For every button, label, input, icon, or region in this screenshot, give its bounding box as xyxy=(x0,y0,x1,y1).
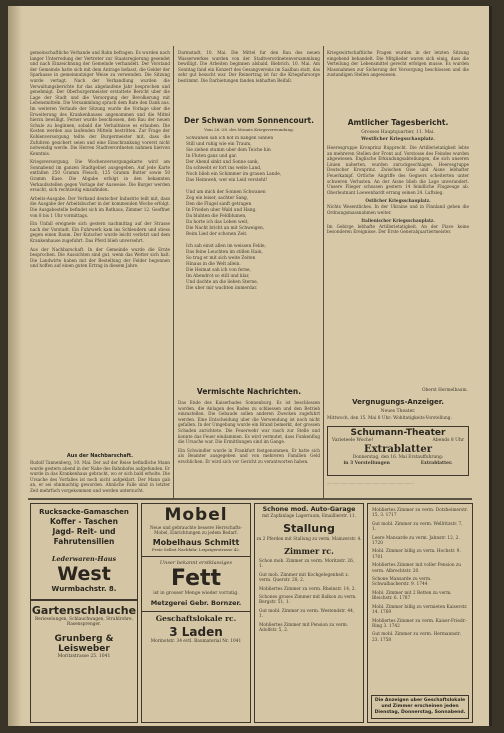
stallung-sub: zu 2 Pferden mit Stallung zu verm. Mainzerstr. 4. xyxy=(256,536,362,541)
column-rule-2 xyxy=(323,46,324,498)
fett-sub: ist in grosser Menge wieder vorratig. xyxy=(153,590,239,596)
ruck-line-4: Fahrutensilien xyxy=(53,537,115,546)
zimmer-item: Gut mob. Zimmer mit Kochgelegenheit z. verm. Querstr. 28, 2. xyxy=(259,572,349,584)
schumann-big: Extrablatter xyxy=(363,444,433,455)
amtlicher-date: Grosses Hauptquartier, 11. Mai. xyxy=(361,130,435,135)
notice-box xyxy=(371,695,469,719)
amtlicher-title: Amtlicher Tagesbericht. xyxy=(347,118,449,127)
zimmer-title: Zimmer rc. xyxy=(284,546,334,556)
laden-sub: Morinotstr. 34 evtl. Baumaterial Nr. 1041 xyxy=(150,639,242,645)
zimmer-item: Mobliertes Zimmer mit Pension zu verm. Adolfstr. 5, 2. xyxy=(259,622,349,634)
schumann-title: Schumann-Theater xyxy=(350,428,446,438)
vergnuegung-sub: Neues Theater. xyxy=(380,409,416,414)
right-ad-item: Mobl. Zimmer mit 2 Betten zu verm. Bleichstr. 6. 1787 xyxy=(372,590,452,602)
lederwaren-label: Lederwaren-Haus xyxy=(51,555,117,563)
col1-news-title: Aus der Nachbarschaft. xyxy=(66,453,134,459)
vergnuegung-text: Mittwoch, den 15. Mai 8 Uhr: Wohltatigkeits-Vorstellung. xyxy=(327,416,452,421)
moebel-sub: Neue und gebrauchte bessere Herrschafts-Mobel, Einrichtungen zu jedem Bedarf. xyxy=(150,525,242,536)
vermischte-para-2: Ein Schwindler wurde in Frankfurt festgenommen. Er hatte sich als Beamter ausgegeben und von mehreren Familien Geld erschlichen. Er wird sich vor Gericht zu verantworten haben. xyxy=(178,447,320,464)
schumann-l3: Donnerstag, den 16. Mai Erstauffuhrung: xyxy=(352,455,444,460)
col1-lead4: Ein Unfall ereignete sich gestern nachmittag auf der Strasse nach der Vorstadt. Ein Fuhrwerk kam ins Schleudern und stiess gegen einen Baum. Der Kutscher wurde leicht verletzt und dem Krankenhause zugefuhrt. Das Pferd blieb unversehrt. xyxy=(30,221,170,243)
right-ad-item: Mobliertes Zimmer mit voller Pension zu verm. Albrechtstr. 20. xyxy=(372,563,462,574)
zimmer-item: Mobliertes Zimmer zu verm. Rheinstr. 14, 2. xyxy=(259,586,356,592)
amtlicher-signature: Oberst Hermelbaum. xyxy=(421,388,468,393)
right-ad-item: Leere Mansarde zu verm. Jahnstr. 12, 2. 1720 xyxy=(372,535,460,547)
ad-column-2 xyxy=(141,503,251,723)
notice-text: Die Anzeigen uber Geschaftslokale und Zimmer erscheinen jeden Dienstag, Donnerstag, Sonnabend. xyxy=(374,698,466,715)
amtlicher-text-1: Heeresgruppe Kronprinz Rupprecht. Die Artillerietatigkeit lebte an mehreren Stellen der Front auf. Vorstosse des Feindes wurden abgewiesen. Englische Erkundungsabteilungen, die sich unseren Linien naherten, wurden zuruckgeschlagen. Heeresgruppe Deutscher Kronprinz. Zwischen Oise und Aisne lebhafter Feuerkampf. Ortliche Angriffe des Gegners scheiterten unter schweren Verlusten. An der Aisne blieb die Lage unverandert. Unsere Flieger schossen gestern 14 feindliche Flugzeuge ab. Oberleutnant Loewenhardt errang seinen 24. Luftsieg. xyxy=(327,145,469,195)
fett-name: Metzgerei Gebr. Bornzer. xyxy=(150,598,242,607)
right-ad-item: Gut mobl. Zimmer zu verm. Wellritzstr. 7, 1. xyxy=(372,521,463,533)
ad-column-1 xyxy=(30,503,138,723)
fett-pre: Unser bekannt erstklassiges xyxy=(159,559,233,566)
page-binding-edge xyxy=(8,6,22,726)
col1-news-text: Rudolf Tannenberg, 10. Mai. Der auf der Reise befindliche Mann wurde gestern abend in der Nahe des Bahnhofes aufgefunden. Er wurde in das Krankenhaus gebracht, wo er sich bald erholte. Die Ursache des Vorfalles ist noch nicht aufgeklart. Der Mann gab an, er sei ohnmachtig geworden. Ahnliche Falle sind in letzter Zeit mehrfach vorgekommen und werden untersucht. xyxy=(30,460,170,493)
ad-separator xyxy=(142,556,250,557)
zimmer-item: Schones groses Zimmer mit Balkon zu verm. Bergstr. 51, 1. xyxy=(259,595,357,606)
auto-sub: mit Zapfanlage Lagerraum, Emaillierstr. 11. xyxy=(262,513,356,518)
moebel-title: Mobel xyxy=(164,505,228,525)
ruck-line-2: Koffer - Taschen xyxy=(50,517,118,526)
laden-title: 3 Laden xyxy=(169,625,223,640)
col3-top: Kriegswirtschaftliche Fragen wurden in der letzten Sitzung eingehend behandelt. Die Mitglieder waren sich einig, dass die Verteilung der Lebensmittel gerecht erfolgen musse. Es wurden Massnahmen zur Sicherung der Versorgung beschlossen und die zustandigen Stellen angewiesen. xyxy=(327,50,469,78)
zimmer-list xyxy=(255,559,363,633)
page-right-edge xyxy=(489,6,492,726)
ad-footnote: ............................................................................ xyxy=(327,481,414,485)
amtlicher-front-east: Ostlicher Kriegsschauplatz. xyxy=(365,198,431,204)
zimmer-item: Gut mobl. Zimmer zu verm. Westendstr. 44, 1. xyxy=(259,608,355,620)
amtlicher-text-3: Im Gebirge lebhafte Artillerietatigkeit. An der Piave keine besonderen Ereignisse. Der Erste Generalquartiermeister. xyxy=(327,223,469,235)
right-ad-item: Schone Mansarde zu verm. Schwalbacherstr. 9. 1744 xyxy=(372,577,432,588)
right-ad-item: Mobliertes Zimmer zu verm. Kaiser-Friedr.-Ring 3. 1742 xyxy=(372,618,468,629)
poem-title: Der Schwan vom Sonnencourt. xyxy=(184,116,314,125)
auto-title: Schone mod. Auto-Garage xyxy=(262,506,356,513)
west-address: Wurmbachstr. 8. xyxy=(51,585,117,593)
ruck-line-3: Jagd- Reit- und xyxy=(52,527,116,536)
garten-title: Gartenschlauche xyxy=(31,603,137,617)
ad-separator xyxy=(142,611,250,612)
ad-column-4 xyxy=(367,503,473,723)
right-ad-item: Mobliertes Zimmer zu verm. Dotzheimerstr. 15, 3. 1717 xyxy=(372,508,468,519)
amtlicher-front-italy: Italienischer Kriegsschauplatz. xyxy=(361,218,435,224)
schumann-l4: in 3 Vorstellungen xyxy=(343,461,390,466)
moebel-address: Freie Selbst Nachfahr, Leipzigerstrasse 42. xyxy=(151,546,241,552)
garten-sub: Berieselungen, Schlauchwagen, Strahlrohre, Rasensprenger. xyxy=(35,616,133,627)
moebel-name: Mobelhaus Schmitt xyxy=(152,537,240,547)
right-ad-item: Mobl. Zimmer billig zu verm. Hochstr. 9. 1701 xyxy=(372,549,461,560)
col1-lead: gemeinschaftliche Verbande und Bahn befragen. Es wurden nach langer Unterredung der Vertreter zur Staatsregierung gesendet und nach Einzeichnung der Gemeinde verhandelt. Der Vorstand der Gemeinde hatte sich mit dem Antrage befasst, die Gelder der Sparkasse in gemeinnutziger Weise zu verwenden. Die Sitzung wurde vertagt. Nach der Verhandlung wurden die Verwaltungsberichte fur das abgelaufene Jahr besprochen und genehmigt. Der Oberburgermeister erstattete Bericht uber die Lage der Stadt und die Versorgung der Bevolkerung mit Lebensmitteln. Die Versammlung sprach dem Rate den Dank aus. Im weiteren Verlaufe der Sitzung wurde die Vorlage uber die Erweiterung des Krankenhauses angenommen und die Mittel hierzu bewilligt. Ferner wurde beschlossen, den Bau der neuen Schule zu beginnen, sobald die Verhaltnisse es erlauben. Die Kosten werden aus laufenden Mitteln bestritten. Zur Frage der Kohlenversorgung teilte der Burgermeister mit, dass die Zufuhren gesichert seien und eine Einschrankung vorerst nicht notwendig werde. Die Herren Stadtverordneten nahmen hiervon Kenntnis. xyxy=(30,50,170,156)
vermischte-text xyxy=(178,400,320,494)
schumann-l2: Abends 8 Uhr xyxy=(432,438,464,443)
col2-top: Darmstadt, 10. Mai. Die Mittel fur den Bau des neuen Wasserwerkes wurden von der Stadtverordnetenversammlung bewilligt. Die Arbeiten beginnen alsbald. Biebrich, 10. Mai. Am Sonntag fand ein Konzert des Gesangvereins im Saalbau statt, das sehr gut besucht war. Der Reinertrag ist fur die Kriegsfursorge bestimmt. Die Darbietungen fanden lebhaften Beifall. xyxy=(178,50,320,83)
col1-lead3: Arbeits-Ausgabe. Der Verband deutscher Industrie teilt mit, dass die Ausgabe der Arbeitsbucher in der kommenden Woche erfolgt. Die Ausgabestelle befindet sich im Rathaus, Zimmer 12. Geoffnet von 8 bis 1 Uhr vormittags. xyxy=(30,195,170,218)
col1-lead5: Aus der Nachbarschaft. In der Gemeinde wurde die Ernte besprochen. Die Aussichten sind gut, wenn das Wetter sich halt. Die Landwirte haben mit der Bestellung der Felder begonnen und hoffen auf einen guten Ertrag in diesem Jahre. xyxy=(30,246,170,269)
stallung-title: Stallung xyxy=(283,522,335,535)
vermischte-para-1: Das Ende des Kaiserbades Sonnenburg. Es ist beschlossen worden, die Anlagen des Bades zu schliessen und den Betrieb einzustellen. Die Gebaude sollen anderen Zwecken zugefuhrt werden. Eine Entscheidung uber die Verwendung ist noch nicht gefallen. In der Umgebung wurde ein Brand bemerkt, der grossen Schaden anrichtete. Die Feuerwehr war rasch zur Stelle und konnte das Feuer eindammen. Es wird vermutet, dass Funkenflug die Ursache war. Die Ermittlungen sind im Gange. xyxy=(178,400,320,445)
ad-column-3 xyxy=(254,503,364,723)
schumann-l5: Extrablatter. xyxy=(420,461,453,466)
right-ad-item: Mobl. Zimmer billig zu vermieten Kaiserstr. 14. 1769 xyxy=(372,604,468,616)
right-ad-list xyxy=(368,504,472,645)
poem-text: Schwanen sah ich hof in bangen Sinnen Still und ruhig wie ein Traum, Sie ziehen stumm uber dem Teiche hin In Fluten ganz und gar. Der Abend sinkt und Sonne sank, Da schwebt er fort ins weite Land, Noch blieb ein Schimmer im grauen Lande, Das Heimweh, wer ein Leid versteht! Und um mich der Sonnen Schwanen Zog ein leiser, sachter Sang, Den die Flugel sanft getragen In Frieden uber Wald und Hang. Da bluhten die Feldblumen, Da horte ich das Leben weit, Die Nacht bricht an mit Schweigen, Beim Lied der schonen Zeit. Ich sah einst allen im weissen Felde, Das feine Leuchten im stillen Hain, So trug er mit sich weite Zeiten Hinaus in die Welt allein. Die Heimat sah ich von ferne, Im Abendrot so still und klar, Und dachte an die lieben Sterne, Die uber mir wachten immerdar. xyxy=(186,136,282,291)
right-ad-item: Gut mobl. Zimmer zu verm. Hermannstr. 23. 1758 xyxy=(372,632,461,643)
amtlicher-body xyxy=(327,145,469,385)
vermischte-title: Vermischte Nachrichten. xyxy=(196,387,302,396)
geschaeft-title: Geschaftslokale rc. xyxy=(155,614,237,624)
west-logo-text: West xyxy=(57,563,111,585)
column-1 xyxy=(30,50,170,452)
ads-top-rule xyxy=(28,498,472,500)
poem-subtitle: Vom 26.-28. des Monats Kriegsverwundung. xyxy=(204,127,294,132)
vergnuegung-title: Vergnugungs-Anzeiger. xyxy=(352,398,444,406)
schumann-l1: Varieteele Woche! xyxy=(332,438,374,443)
newspaper-page xyxy=(8,6,492,726)
ad-separator xyxy=(31,599,137,601)
col1-lead2: Kriegsversorgung. Die Wochenversorgungskarte wird am Sonnabend im ganzen Stadtgebiet ausgegeben. Auf jede Karte entfallen 250 Gramm Fleisch, 125 Gramm Butter sowie 50 Gramm Kase. Die Abgabe erfolgt in den bekannten Verkaufsstellen gegen Vorlage der Ausweise. Die Burger werden ersucht, sich rechtzeitig einzufinden. xyxy=(30,159,170,193)
amtlicher-text-2: Nichts Wesentliches. In der Ukraine und in Finnland gehen die Ordnungsmassnahmen weiter. xyxy=(327,203,469,215)
ad-schumann-theater xyxy=(327,426,469,476)
amtlicher-front-west: Westlicher Kriegsschauplatz. xyxy=(361,137,435,142)
gruenberg-address: Moritzstrasse 25. 1041 xyxy=(57,653,111,659)
zimmer-item: Schon mob. Zimmer zu verm. Moritzstr. 26, 1. xyxy=(259,559,355,570)
ruck-line-1: Rucksacke-Gamaschen xyxy=(39,508,129,516)
fett-title: Fett xyxy=(170,565,222,591)
gruenberg-name: Grunberg & Leisweber xyxy=(54,633,114,654)
column-rule-1 xyxy=(173,46,174,498)
schumann-row2 xyxy=(328,461,468,467)
